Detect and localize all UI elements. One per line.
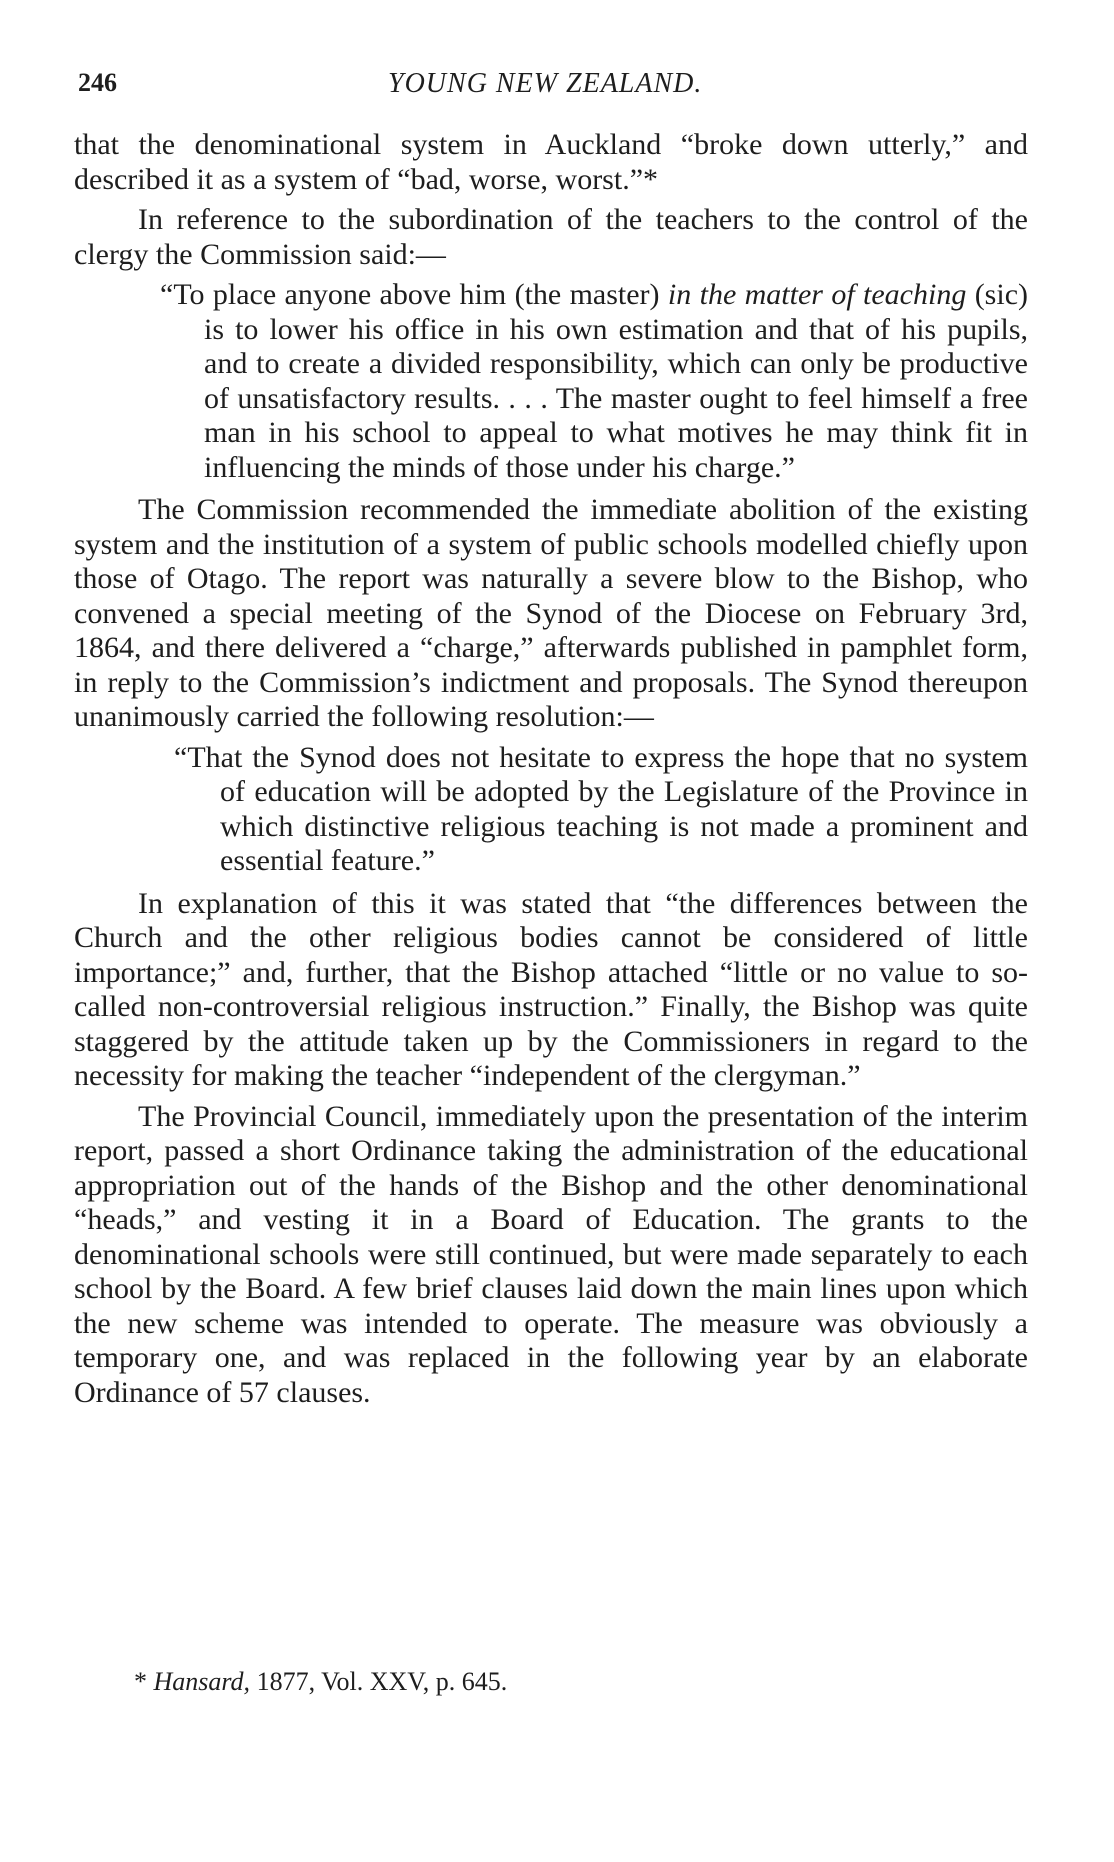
running-head: YOUNG NEW ZEALAND.: [388, 68, 703, 99]
footnote-source: Hansard,: [153, 1667, 251, 1696]
body-text: [74, 128, 1028, 1416]
quote-text-start: “To place anyone above him (the master): [160, 278, 668, 311]
paragraph-5: The Provincial Council, immediately upon the presentation of the interim report, passed a short Ordinance taking the administration of the educational appropriation out of the hands of the Bishop and the other denominational “heads,” and vesting it in a Board of Education. The grants to the denominational schools were still continued, but were made separately to each school by the Board. A few brief clauses laid down the main lines upon which the new scheme was intended to operate. The measure was obviously a temporary one, and was replaced in the following year by an elaborate Ordinance of 57 clauses.: [74, 1099, 1028, 1409]
footnote-details: 1877, Vol. XXV, p. 645.: [250, 1667, 508, 1696]
block-quote-commission: [74, 278, 1028, 485]
page-header: [78, 68, 1028, 108]
paragraph-1: that the denominational system in Auckland “broke down utterly,” and described it as a system of “bad, worse, worst.”*: [74, 128, 1028, 196]
paragraph-3: The Commission recommended the immediate abolition of the existing system and the institution of a system of public schools modelled chiefly upon those of Otago. The report was naturally a severe blow to the Bishop, who convened a special meeting of the Synod of the Diocese on February 3rd, 1864, and there delivered a “charge,” afterwards published in pamphlet form, in reply to the Commission’s indictment and proposals. The Synod thereupon unanimously carried the following resolution:—: [74, 493, 1028, 733]
page-number: 246: [78, 68, 117, 97]
quote-emphasis: in the matter of teaching: [667, 278, 967, 311]
footnote: [134, 1667, 507, 1697]
paragraph-2: In reference to the subordination of the teachers to the control of the clergy the Commission said:—: [74, 203, 1028, 271]
paragraph-4: In explanation of this it was stated that “the differences between the Church and the other religious bodies cannot be considered of little importance;” and, further, that the Bishop attached “little or no value to so-called non-controversial religious instruction.” Finally, the Bishop was quite staggered by the attitude taken up by the Commissioners in regard to the necessity for making the teacher “independent of the clergyman.”: [74, 886, 1028, 1092]
block-quote-synod: “That the Synod does not hesitate to express the hope that no system of education will be adopted by the Legislature of the Province in which distinctive religious teaching is not made a prominent and essential feature.”: [174, 740, 1028, 877]
footnote-marker: *: [134, 1667, 154, 1696]
quote-text-end: (sic) is to lower his office in his own estimation and that of his pupils, and to create a divided responsibility, which can only be productive of unsatisfactory results. . . . The master ought to feel himself a free man in his school to appeal to what motives he may think fit in influencing the minds of those under his charge.”: [204, 278, 1028, 484]
